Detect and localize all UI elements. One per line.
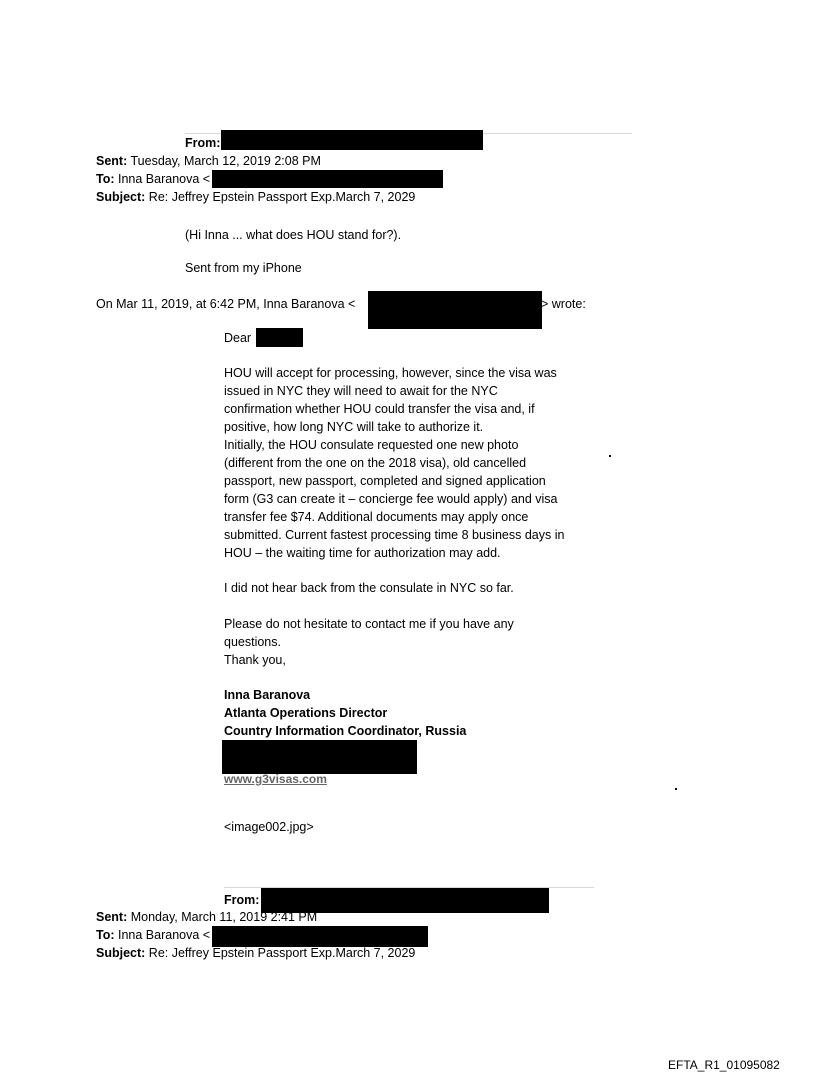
attachment-placeholder: <image002.jpg> [224,820,314,834]
signature-title: Atlanta Operations Director [224,706,388,720]
sent-line [96,908,317,926]
redaction-block [256,328,303,347]
signature-role: Country Information Coordinator, Russia [224,724,467,738]
to-line [96,926,210,944]
to-value: Inna Baranova < [118,172,211,186]
stray-mark [675,788,677,790]
redaction-block [222,740,417,774]
body-line: issued in NYC they will need to await for the NYC [224,384,498,398]
from-label: From: [224,893,260,907]
subject-line [96,944,415,962]
body-line: passport, new passport, completed and signed application [224,474,546,488]
body-line: submitted. Current fastest processing time 8 business days in [224,528,565,542]
subject-value: Re: Jeffrey Epstein Passport Exp.March 7, 2029 [148,190,416,204]
subject-value: Re: Jeffrey Epstein Passport Exp.March 7, 2029 [148,946,416,960]
subject-label: Subject: [96,946,146,960]
to-label: To: [96,172,115,186]
quote-header-prefix: On Mar 11, 2019, at 6:42 PM, Inna Baranova < [96,297,356,311]
body-line: Please do not hesitate to contact me if you have any [224,617,514,631]
body-line: HOU – the waiting time for authorization may add. [224,546,501,560]
body-line: confirmation whether HOU could transfer the visa and, if [224,402,535,416]
sent-value: Monday, March 11, 2019 2:41 PM [130,910,318,924]
from-label: From: [185,136,221,150]
body-line: form (G3 can create it – concierge fee would apply) and visa [224,492,558,506]
to-line [96,170,210,188]
email-signature [224,686,466,740]
body-paragraph: I did not hear back from the consulate in NYC so far. [224,581,514,595]
website-link[interactable]: www.g3visas.com [224,772,327,786]
quote-header-suffix: > wrote: [541,297,586,311]
body-line: Initially, the HOU consulate requested one new photo [224,438,519,452]
body-paragraph [224,364,564,562]
subject-label: Subject: [96,190,146,204]
redaction-block [368,291,542,329]
body-line: transfer fee $74. Additional documents may apply once [224,510,529,524]
greeting: Dear [224,331,252,345]
body-line: (different from the one on the 2018 visa), old cancelled [224,456,527,470]
subject-line [96,188,415,206]
body-line: questions. [224,635,281,649]
signature-line: Sent from my iPhone [185,261,302,275]
sent-value: Tuesday, March 12, 2019 2:08 PM [130,154,321,168]
body-line: Thank you, [224,653,286,667]
redaction-block [221,130,483,150]
body-line: HOU will accept for processing, however, since the visa was [224,366,557,380]
signature-name: Inna Baranova [224,688,311,702]
body-paragraph [224,615,514,669]
sent-line [96,152,321,170]
stray-mark [609,455,611,457]
to-value: Inna Baranova < [118,928,211,942]
reply-line: (Hi Inna ... what does HOU stand for?). [185,228,402,242]
sent-label: Sent: [96,910,128,924]
redaction-block [212,170,443,188]
document-id: EFTA_R1_01095082 [668,1058,780,1072]
sent-label: Sent: [96,154,128,168]
body-line: positive, how long NYC will take to authorize it. [224,420,484,434]
to-label: To: [96,928,115,942]
